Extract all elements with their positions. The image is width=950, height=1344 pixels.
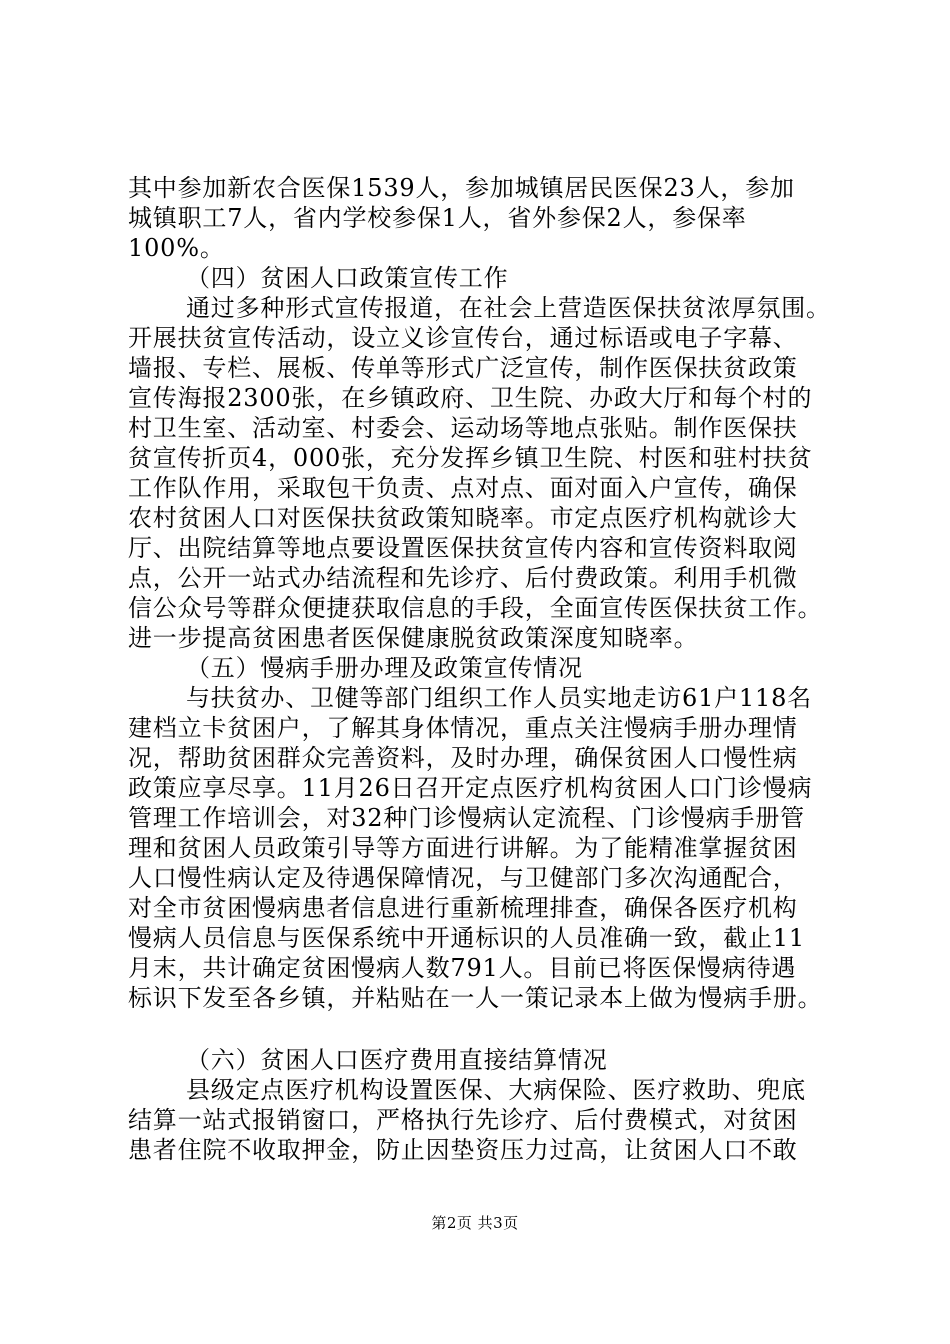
document-body bbox=[128, 173, 854, 1165]
section-heading-6: （六）贫困人口医疗费用直接结算情况 bbox=[186, 1046, 608, 1074]
text-line: 标识下发至各乡镇，并粘贴在一人一策记录本上做为慢病手册。 bbox=[128, 984, 823, 1012]
text-line: 农村贫困人口对医保扶贫政策知晓率。市定点医疗机构就诊大 bbox=[128, 504, 798, 532]
text-line: 与扶贫办、卫健等部门组织工作人员实地走访61户118名 bbox=[186, 684, 812, 712]
section-heading-4: （四）贫困人口政策宣传工作 bbox=[186, 264, 509, 292]
text-line: 村卫生室、活动室、村委会、运动场等地点张贴。制作医保扶 bbox=[128, 414, 798, 442]
text-line: 人口慢性病认定及待遇保障情况，与卫健部门多次沟通配合， bbox=[128, 864, 798, 892]
text-line: 工作队作用，采取包干负责、点对点、面对面入户宣传，确保 bbox=[128, 474, 798, 502]
section-heading-5: （五）慢病手册办理及政策宣传情况 bbox=[186, 654, 583, 682]
page-footer: 第2页 共3页 bbox=[431, 1214, 519, 1232]
text-line: 对全市贫困慢病患者信息进行重新梳理排查，确保各医疗机构 bbox=[128, 894, 798, 922]
text-line: 100%。 bbox=[128, 234, 225, 262]
text-line: 厅、出院结算等地点要设置医保扶贫宣传内容和宣传资料取阅 bbox=[128, 534, 798, 562]
paragraph-direct-settlement bbox=[128, 1075, 854, 1165]
text-line: 进一步提高贫困患者医保健康脱贫政策深度知晓率。 bbox=[128, 624, 699, 652]
text-line: 点，公开一站式办结流程和先诊疗、后付费政策。利用手机微 bbox=[128, 564, 798, 592]
text-line: 结算一站式报销窗口，严格执行先诊疗、后付费模式，对贫困 bbox=[128, 1106, 798, 1134]
paragraph-policy-publicity bbox=[128, 293, 854, 653]
text-line: 城镇职工7人，省内学校参保1人，省外参保2人，参保率 bbox=[128, 204, 747, 232]
text-line: 县级定点医疗机构设置医保、大病保险、医疗救助、兜底 bbox=[186, 1076, 806, 1104]
text-line: 政策应享尽享。11月26日召开定点医疗机构贫困人口门诊慢病 bbox=[128, 774, 813, 802]
text-line: 慢病人员信息与医保系统中开通标识的人员准确一致，截止11 bbox=[128, 924, 805, 952]
text-line: 其中参加新农合医保1539人，参加城镇居民医保23人，参加 bbox=[128, 174, 795, 202]
text-line: 宣传海报2300张，在乡镇政府、卫生院、办政大厅和每个村的 bbox=[128, 384, 813, 412]
text-line: 信公众号等群众便捷获取信息的手段，全面宣传医保扶贫工作。 bbox=[128, 594, 823, 622]
text-line: 月末，共计确定贫困慢病人数791人。目前已将医保慢病待遇 bbox=[128, 954, 797, 982]
paragraph-chronic-disease bbox=[128, 683, 854, 1013]
paragraph-enrollment-stats bbox=[128, 173, 854, 263]
text-line: 患者住院不收取押金，防止因垫资压力过高，让贫困人口不敢 bbox=[128, 1136, 798, 1164]
text-line: 建档立卡贫困户，了解其身体情况，重点关注慢病手册办理情 bbox=[128, 714, 798, 742]
text-line: 开展扶贫宣传活动，设立义诊宣传台，通过标语或电子字幕、 bbox=[128, 324, 798, 352]
text-line: 况，帮助贫困群众完善资料，及时办理，确保贫困人口慢性病 bbox=[128, 744, 798, 772]
text-line: 贫宣传折页4，000张，充分发挥乡镇卫生院、村医和驻村扶贫 bbox=[128, 444, 813, 472]
text-line: 管理工作培训会，对32种门诊慢病认定流程、门诊慢病手册管 bbox=[128, 804, 805, 832]
paragraph-spacer bbox=[128, 1013, 854, 1045]
text-line: 理和贫困人员政策引导等方面进行讲解。为了能精准掌握贫困 bbox=[128, 834, 798, 862]
text-line: 通过多种形式宣传报道，在社会上营造医保扶贫浓厚氛围。 bbox=[186, 294, 831, 322]
text-line: 墙报、专栏、展板、传单等形式广泛宣传，制作医保扶贫政策 bbox=[128, 354, 798, 382]
